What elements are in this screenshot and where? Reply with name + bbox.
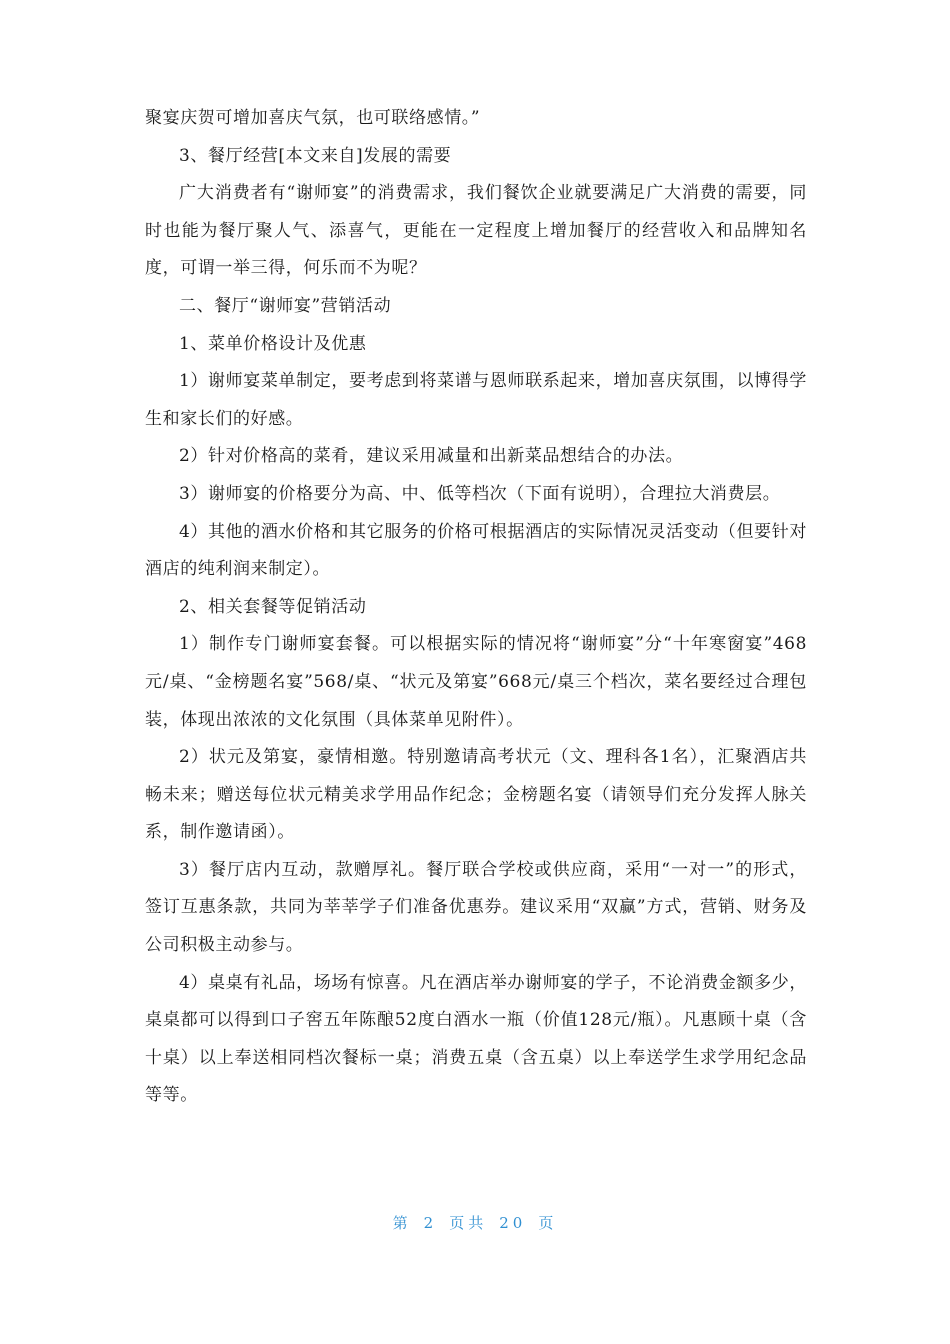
paragraph-menu-item-1: 1）谢师宴菜单制定，要考虑到将菜谱与恩师联系起来，增加喜庆氛围，以博得学生和家长们的好感。 <box>145 371 807 429</box>
footer-total-pages: 20 <box>499 1214 527 1232</box>
page-number-footer <box>0 1212 950 1233</box>
paragraph-promo-item-4: 4）桌桌有礼品，场场有惊喜。凡在酒店举办谢师宴的学子，不论消费金额多少，桌桌都可以得到口子窖五年陈酿52度白酒水一瓶（价值128元/瓶）。凡惠顾十桌（含十桌）以上奉送相同档次餐标一桌；消费五桌（含五桌）以上奉送学生求学用纪念品等等。 <box>145 972 807 1106</box>
paragraph-menu-item-2: 2）针对价格高的菜肴，建议采用减量和出新菜品想结合的办法。 <box>179 446 684 467</box>
paragraph-continuation: 聚宴庆贺可增加喜庆气氛，也可联络感情。” <box>145 108 481 128</box>
paragraph-promo-item-2: 2）状元及第宴，豪情相邀。特别邀请高考状元（文、理科各1名），汇聚酒店共畅未来；赠送每位状元精美求学用品作纪念；金榜题名宴（请领导们充分发挥人脉关系，制作邀请函）。 <box>145 747 807 843</box>
document-body <box>145 100 807 1115</box>
subheading-package-promotions: 2、相关套餐等促销活动 <box>179 596 367 617</box>
section-heading-restaurant-development: 3、餐厅经营[本文来自]发展的需要 <box>179 145 452 166</box>
paragraph-menu-item-4: 4）其他的酒水价格和其它服务的价格可根据酒店的实际情况灵活变动（但要针对酒店的纯利润来制定）。 <box>145 521 807 580</box>
paragraph-menu-item-3: 3）谢师宴的价格要分为高、中、低等档次（下面有说明），合理拉大消费层。 <box>179 483 781 504</box>
paragraph-promo-item-3: 3）餐厅店内互动，款赠厚礼。餐厅联合学校或供应商，采用“一对一”的形式，签订互惠条款，共同为莘莘学子们准备优惠券。建议采用“双赢”方式，营销、财务及公司积极主动参与。 <box>145 859 807 956</box>
paragraph-promo-item-1: 1）制作专门谢师宴套餐。可以根据实际的情况将“谢师宴”分“十年寒窗宴”468元/桌、“金榜题名宴”568/桌、“状元及第宴”668元/桌三个档次，菜名要经过合理包装，体现出浓浓的文化氛围（具体菜单见附件）。 <box>145 634 807 730</box>
footer-prefix: 第 <box>392 1214 412 1232</box>
paragraph-consumer-demand: 广大消费者有“谢师宴”的消费需求，我们餐饮企业就要满足广大消费的需要，同时也能为餐厅聚人气、添喜气，更能在一定程度上增加餐厅的经营收入和品牌知名度，可谓一举三得，何乐而不为呢？ <box>145 183 807 279</box>
subheading-menu-pricing: 1、菜单价格设计及优惠 <box>179 333 367 354</box>
footer-current-page: 2 <box>423 1214 438 1232</box>
footer-middle: 页共 <box>449 1214 488 1232</box>
footer-suffix: 页 <box>538 1214 558 1232</box>
section-heading-marketing-activity: 二、餐厅“谢师宴”营销活动 <box>179 295 392 316</box>
